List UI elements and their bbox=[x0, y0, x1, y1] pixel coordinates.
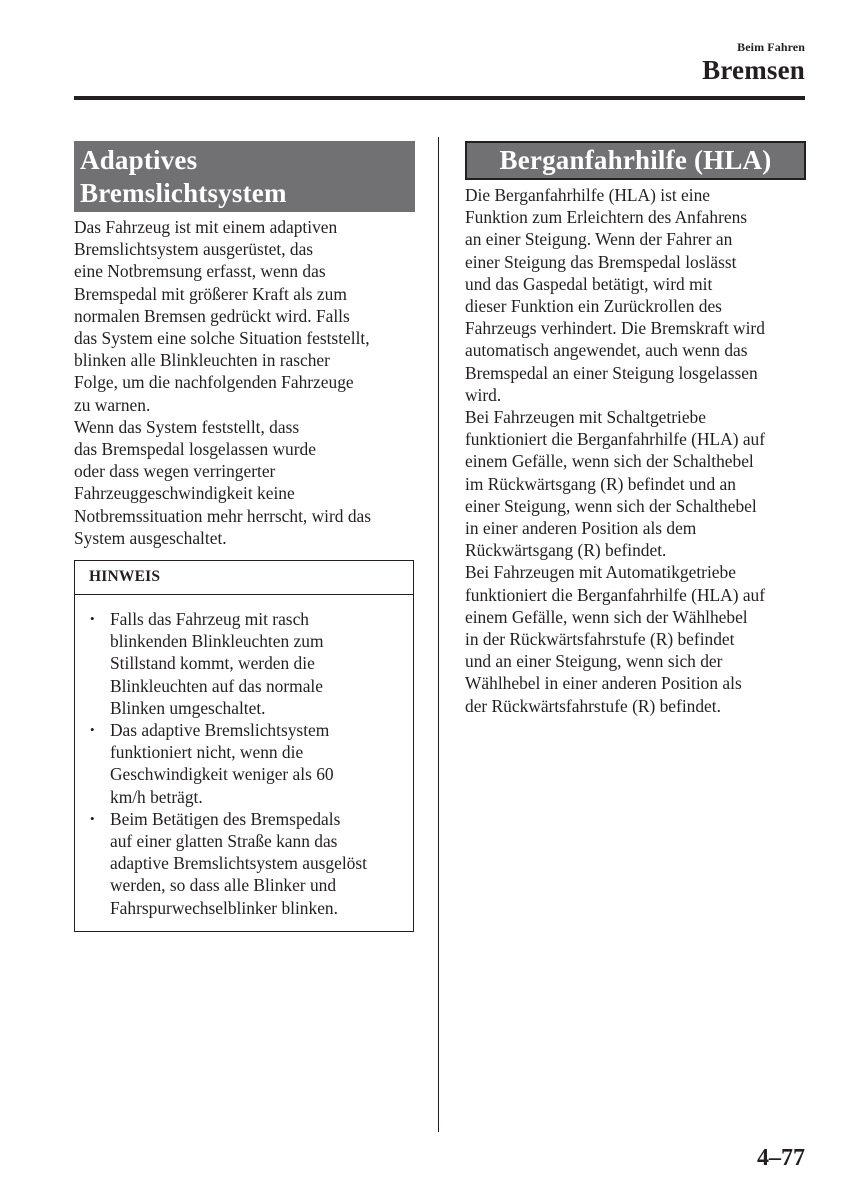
note-list-item bbox=[89, 608, 405, 719]
text-line: funktioniert nicht, wenn die bbox=[110, 742, 304, 763]
text-line: der Rückwärtsfahrstufe (R) befindet. bbox=[465, 695, 721, 716]
text-line: Das adaptive Bremslichtsystem bbox=[110, 720, 330, 741]
text-line: auf einer glatten Straße kann das bbox=[110, 831, 338, 852]
text-line: das System eine solche Situation feststellt, bbox=[74, 328, 370, 349]
text-line: im Rückwärtsgang (R) befindet und an bbox=[465, 473, 736, 494]
text-line: Fahrspurwechselblinker blinken. bbox=[110, 897, 338, 918]
text-line: System ausgeschaltet. bbox=[74, 527, 227, 548]
text-line: eine Notbremsung erfasst, wenn das bbox=[74, 261, 326, 282]
text-line: oder dass wegen verringerter bbox=[74, 461, 276, 482]
text-line: Die Berganfahrhilfe (HLA) ist eine bbox=[465, 185, 710, 205]
note-body bbox=[75, 595, 413, 931]
page-title: Bremsen bbox=[702, 55, 805, 85]
text-line: einem Gefälle, wenn sich der Wählhebel bbox=[465, 606, 748, 627]
text-line: Blinkleuchten auf das normale bbox=[110, 675, 323, 696]
chapter-label: Beim Fahren bbox=[737, 40, 805, 54]
note-list-item bbox=[89, 719, 405, 808]
text-line: normalen Bremsen gedrückt wird. Falls bbox=[74, 305, 350, 326]
right-column bbox=[465, 141, 806, 717]
left-column bbox=[74, 141, 415, 932]
text-line: funktioniert die Berganfahrhilfe (HLA) auf bbox=[465, 584, 766, 605]
text-line: Das Fahrzeug ist mit einem adaptiven bbox=[74, 217, 338, 237]
text-line: Stillstand kommt, werden die bbox=[110, 653, 315, 674]
text-line: und das Gaspedal betätigt, wird mit bbox=[465, 273, 713, 294]
text-line: Beim Betätigen des Bremspedals bbox=[110, 808, 341, 829]
text-line: Fahrzeuggeschwindigkeit keine bbox=[74, 483, 295, 504]
bullet-icon: • bbox=[90, 722, 95, 738]
section-heading-adaptive-brakelight bbox=[74, 141, 415, 212]
text-line: einer Steigung, wenn sich der Schalthebel bbox=[465, 495, 757, 516]
text-line: Funktion zum Erleichtern des Anfahrens bbox=[465, 207, 748, 228]
text-line: dieser Funktion ein Zurückrollen des bbox=[465, 296, 722, 317]
text-line: in einer anderen Position als dem bbox=[465, 518, 697, 539]
text-line: Bei Fahrzeugen mit Schaltgetriebe bbox=[465, 407, 706, 428]
text-line: Notbremssituation mehr herrscht, wird das bbox=[74, 505, 372, 526]
text-line: in der Rückwärtsfahrstufe (R) befindet bbox=[465, 629, 735, 650]
text-line: Rückwärtsgang (R) befindet. bbox=[465, 540, 667, 561]
text-line: Bremspedal an einer Steigung losgelassen bbox=[465, 362, 758, 383]
text-line: zu warnen. bbox=[74, 394, 151, 415]
page-number: 4–77 bbox=[757, 1145, 805, 1171]
note-box bbox=[74, 560, 414, 932]
note-list-item bbox=[89, 808, 405, 919]
text-line: automatisch angewendet, auch wenn das bbox=[465, 340, 748, 361]
text-line: Bremslichtsystem ausgerüstet, das bbox=[74, 239, 314, 260]
text-line: blinkenden Blinkleuchten zum bbox=[110, 631, 324, 652]
text-line: werden, so dass alle Blinker und bbox=[110, 875, 337, 896]
text-line: einer Steigung das Bremspedal loslässt bbox=[465, 251, 737, 272]
text-line: Falls das Fahrzeug mit rasch bbox=[110, 609, 309, 630]
left-body-text bbox=[74, 216, 415, 549]
text-line: Bremspedal mit größerer Kraft als zum bbox=[74, 283, 347, 304]
text-line: Fahrzeugs verhindert. Die Bremskraft wird bbox=[465, 318, 765, 339]
header-rule bbox=[74, 96, 805, 100]
bullet-icon: • bbox=[90, 810, 95, 826]
heading-line: Adaptives bbox=[80, 145, 198, 175]
text-line: Bei Fahrzeugen mit Automatikgetriebe bbox=[465, 562, 736, 583]
text-line: blinken alle Blinkleuchten in rascher bbox=[74, 350, 330, 371]
text-line: an einer Steigung. Wenn der Fahrer an bbox=[465, 229, 733, 250]
right-body-text bbox=[465, 184, 806, 717]
text-line: das Bremspedal losgelassen wurde bbox=[74, 439, 316, 460]
heading-line: Bremslichtsystem bbox=[80, 178, 287, 208]
note-heading: HINWEIS bbox=[75, 561, 413, 595]
text-line: wird. bbox=[465, 384, 502, 405]
text-line: Wählhebel in einer anderen Position als bbox=[465, 673, 742, 694]
text-line: und an einer Steigung, wenn sich der bbox=[465, 651, 723, 672]
section-heading-hill-launch-assist: Berganfahrhilfe (HLA) bbox=[465, 141, 806, 180]
text-line: einem Gefälle, wenn sich der Schalthebel bbox=[465, 451, 754, 472]
text-line: Wenn das System feststellt, dass bbox=[74, 416, 300, 437]
column-divider bbox=[438, 137, 439, 1132]
text-line: funktioniert die Berganfahrhilfe (HLA) auf bbox=[465, 429, 766, 450]
text-line: Blinken umgeschaltet. bbox=[110, 697, 266, 718]
text-line: Folge, um die nachfolgenden Fahrzeuge bbox=[74, 372, 354, 393]
text-line: Geschwindigkeit weniger als 60 bbox=[110, 764, 334, 785]
bullet-icon: • bbox=[90, 611, 95, 627]
text-line: km/h beträgt. bbox=[110, 786, 203, 807]
text-line: adaptive Bremslichtsystem ausgelöst bbox=[110, 853, 367, 874]
